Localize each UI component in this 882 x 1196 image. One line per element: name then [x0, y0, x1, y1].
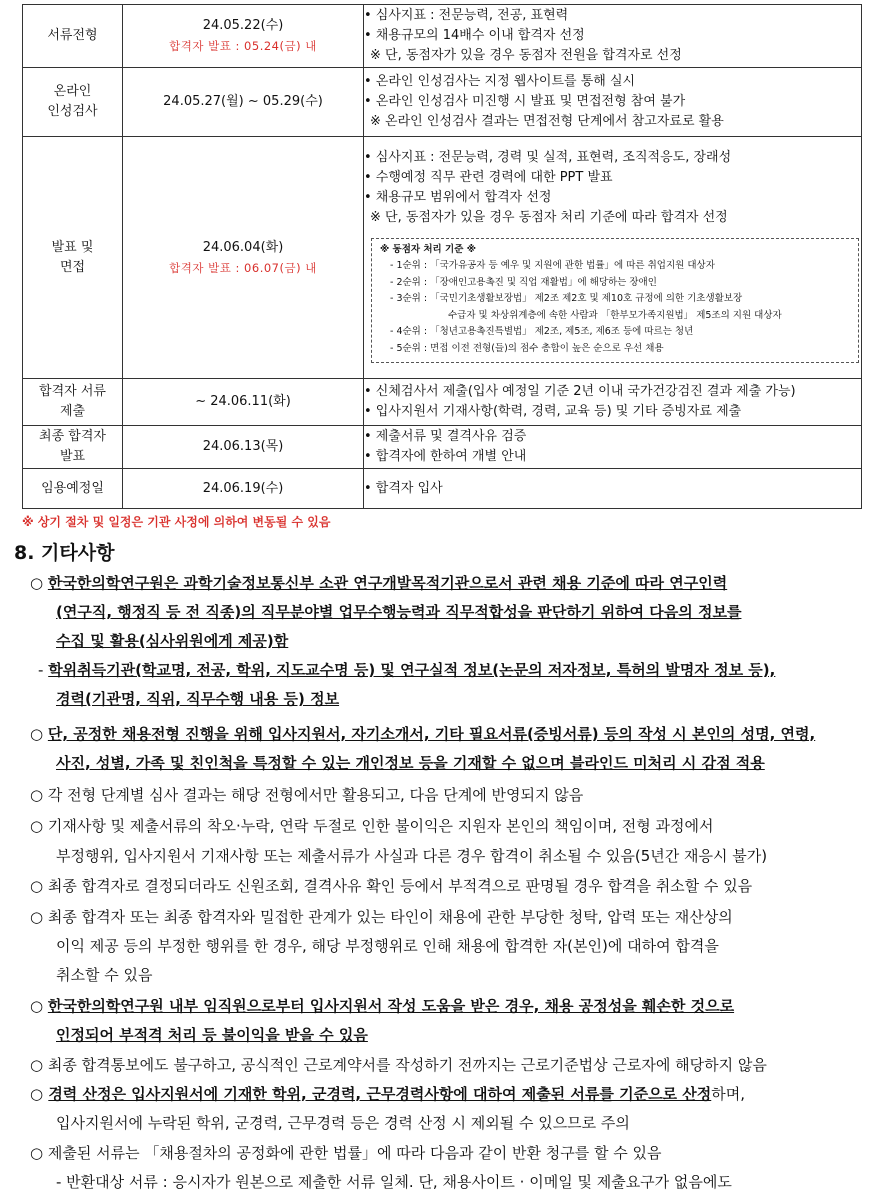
- date-text: 24.05.22(수): [202, 18, 284, 33]
- detail-line: • 합격자에 한하여 개별 안내: [364, 449, 527, 464]
- date-text: ~ 24.06.11(화): [195, 394, 291, 409]
- date-cell: [123, 68, 364, 137]
- stage-line: 제출: [59, 404, 86, 419]
- tie-criteria-item: - 5순위 : 면접 이전 전형(들)의 점수 총합이 높은 순으로 우선 채용: [390, 342, 664, 354]
- detail-cell: [364, 5, 862, 68]
- tie-criteria-box: [371, 238, 859, 364]
- stage-line: 발표 및: [51, 239, 94, 255]
- paragraph-line: 입사지원서에 누락된 학위, 군경력, 근무경력 등은 경력 산정 시 제외될 수 있으므로 주의: [56, 1114, 630, 1132]
- schedule-footnote: ※ 상기 절차 및 일정은 기관 사정에 의하여 변동될 수 있음: [22, 515, 331, 529]
- date-cell: [123, 137, 364, 379]
- stage-cell: [23, 137, 123, 379]
- paragraph-line: 경력(기관명, 직위, 직무수행 내용 등) 정보: [56, 690, 340, 708]
- detail-line: • 수행예정 직무 관련 경력에 대한 PPT 발표: [364, 169, 613, 185]
- stage-line: 온라인: [53, 84, 92, 99]
- tie-criteria-item: - 3순위 : 「국민기초생활보장법」 제2조 제2호 및 제10호 규정에 의한 기초생활보장: [390, 293, 743, 305]
- tie-criteria-title: ※ 동점자 처리 기준 ※: [380, 243, 476, 255]
- paragraph-line: - 반환대상 서류 : 응시자가 원본으로 제출한 서류 일체. 단, 채용사이트 · 이메일 및 제출요구가 없음에도: [56, 1173, 732, 1191]
- detail-line: • 입사지원서 기재사항(학력, 경력, 교육 등) 및 기타 증빙자료 제출: [364, 404, 742, 419]
- paragraph-line: ○ 기재사항 및 제출서류의 착오·누락, 연락 두절로 인한 불이익은 지원자 본인의 책임이며, 전형 과정에서: [30, 817, 714, 835]
- circle-bullet: ○: [30, 1085, 49, 1103]
- emphasis-text: 한국한의학연구원은 과학기술정보통신부 소관 연구개발목적기관으로서 관련 채용 기준에 따라 연구인력: [47, 574, 728, 592]
- detail-cell: [364, 137, 862, 379]
- paragraph-line: 사진, 성별, 가족 및 친인척을 특정할 수 있는 개인정보 등을 기재할 수 없으며 블라인드 미처리 시 감점 적용: [56, 754, 765, 772]
- detail-cell: [364, 469, 862, 509]
- paragraph-line: (연구직, 행정직 등 전 직종)의 직무분야별 업무수행능력과 직무적합성을 판단하기 위하여 다음의 정보를: [56, 603, 742, 621]
- table-row: [23, 426, 862, 469]
- detail-line: • 심사지표 : 전문능력, 경력 및 실적, 표현력, 조직적응도, 장래성: [364, 149, 732, 165]
- stage-cell: 서류전형: [23, 5, 123, 68]
- circle-bullet: ○: [30, 725, 48, 743]
- date-text: 24.06.19(수): [202, 480, 284, 496]
- paragraph-line: 이익 제공 등의 부정한 행위를 한 경우, 해당 부정행위로 인해 채용에 합격한 자(본인)에 대하여 합격을: [56, 937, 719, 955]
- table-row: [23, 137, 862, 379]
- tie-criteria-item: 수급자 및 차상위계층에 속한 사람과 「한부모가족지원법」 제5조의 지원 대상자: [448, 309, 782, 321]
- detail-line: • 채용규모의 14배수 이내 합격자 선정: [364, 28, 585, 43]
- paragraph-line: 취소할 수 있음: [56, 966, 153, 984]
- dash-bullet: -: [38, 661, 49, 679]
- paragraph-line: [30, 1083, 745, 1104]
- stage-line: 최종 합격자: [39, 429, 106, 444]
- stage-line: 합격자 서류: [39, 384, 106, 399]
- tie-criteria-item: - 2순위 : 「장애인고용촉진 및 직업 재활법」에 해당하는 장애인: [390, 276, 657, 288]
- tie-criteria-item: - 1순위 : 「국가유공자 등 예우 및 지원에 관한 법률」에 따른 취업지원 대상자: [390, 260, 715, 272]
- detail-cell: [364, 379, 862, 426]
- detail-line: ※ 단, 동점자가 있을 경우 동점자 처리 기준에 따라 합격자 선정: [370, 209, 728, 225]
- table-row: [23, 379, 862, 426]
- paragraph-line: [30, 995, 734, 1016]
- detail-line: • 심사지표 : 전문능력, 전공, 표현력: [364, 8, 569, 23]
- paragraph-line: [30, 723, 815, 744]
- date-cell: [123, 469, 364, 509]
- circle-bullet: ○: [30, 997, 48, 1015]
- paragraph-line: ○ 제출된 서류는 「채용절차의 공정화에 관한 법률」에 따라 다음과 같이 반환 청구를 할 수 있음: [30, 1144, 662, 1162]
- detail-line: • 제출서류 및 결격사유 검증: [364, 429, 527, 444]
- paragraph-line: [30, 572, 727, 593]
- date-text: 24.06.04(화): [202, 239, 284, 255]
- table-row: [23, 5, 862, 68]
- date-text: 24.06.13(목): [202, 439, 284, 454]
- paragraph-line: 인정되어 부적격 처리 등 불이익을 받을 수 있음: [56, 1026, 368, 1044]
- tie-criteria-item: - 4순위 : 「청년고용촉진특별법」 제2조, 제5조, 제6조 등에 따르는 청년: [390, 326, 694, 338]
- date-text: 24.05.27(월) ~ 05.29(수): [163, 94, 323, 109]
- date-note: 합격자 발표 : 06.07(금) 내: [169, 260, 317, 275]
- stage-line: 발표: [59, 449, 86, 464]
- emphasis-text: 한국한의학연구원 내부 임직원으로부터 입사지원서 작성 도움을 받은 경우, 채용 공정성을 훼손한 것으로: [47, 997, 735, 1015]
- paragraph-line: 수집 및 활용(심사위원에게 제공)함: [56, 632, 289, 650]
- emphasis-text: 경력 산정은 입사지원서에 기재한 학위, 군경력, 근무경력사항에 대하여 제출된 서류를 기준으로 산정: [48, 1085, 712, 1103]
- plain-text: 하며,: [711, 1085, 745, 1103]
- stage-cell: [23, 68, 123, 137]
- date-cell: [123, 379, 364, 426]
- detail-line: • 채용규모 범위에서 합격자 선정: [364, 189, 552, 205]
- detail-line: • 신체검사서 제출(입사 예정일 기준 2년 이내 국가건강검진 결과 제출 가능): [364, 384, 796, 399]
- schedule-table: [22, 4, 862, 509]
- paragraph-line: 부정행위, 입사지원서 기재사항 또는 제출서류가 사실과 다른 경우 합격이 취소될 수 있음(5년간 재응시 불가): [56, 847, 768, 865]
- detail-cell: [364, 68, 862, 137]
- detail-line: ※ 단, 동점자가 있을 경우 동점자 전원을 합격자로 선정: [370, 48, 682, 63]
- paragraph-line: ○ 최종 합격자로 결정되더라도 신원조회, 결격사유 확인 등에서 부적격으로 판명될 경우 합격을 취소할 수 있음: [30, 877, 753, 895]
- paragraph-line: ○ 각 전형 단계별 심사 결과는 해당 전형에서만 활용되고, 다음 단계에 반영되지 않음: [30, 786, 584, 804]
- stage-cell: [23, 379, 123, 426]
- detail-line: ※ 온라인 인성검사 결과는 면접전형 단계에서 참고자료로 활용: [370, 114, 724, 129]
- date-cell: [123, 5, 364, 68]
- detail-line: • 온라인 인성검사는 지정 웹사이트를 통해 실시: [364, 74, 636, 89]
- paragraph-line: [38, 659, 775, 680]
- stage-cell: 임용예정일: [23, 469, 123, 509]
- stage-line: 인성검사: [47, 104, 98, 119]
- detail-cell: [364, 426, 862, 469]
- detail-line: • 합격자 입사: [364, 480, 443, 496]
- date-cell: [123, 426, 364, 469]
- circle-bullet: ○: [30, 574, 48, 592]
- emphasis-text: 학위취득기관(학교명, 전공, 학위, 지도교수명 등) 및 연구실적 정보(논문의 저자정보, 특허의 발명자 정보 등),: [48, 661, 776, 679]
- section-title: 8. 기타사항: [14, 542, 115, 564]
- table-row: [23, 68, 862, 137]
- table-row: [23, 469, 862, 509]
- stage-cell: [23, 426, 123, 469]
- paragraph-line: ○ 최종 합격자 또는 최종 합격자와 밀접한 관계가 있는 타인이 채용에 관한 부당한 청탁, 압력 또는 재산상의: [30, 908, 733, 926]
- stage-line: 면접: [59, 259, 86, 275]
- detail-line: • 온라인 인성검사 미진행 시 발표 및 면접전형 참여 불가: [364, 94, 686, 109]
- paragraph-line: ○ 최종 합격통보에도 불구하고, 공식적인 근로계약서를 작성하기 전까지는 근로기준법상 근로자에 해당하지 않음: [30, 1056, 767, 1074]
- emphasis-text: 단, 공정한 채용전형 진행을 위해 입사지원서, 자기소개서, 기타 필요서류(증빙서류) 등의 작성 시 본인의 성명, 연령,: [47, 725, 816, 743]
- date-note: 합격자 발표 : 05.24(금) 내: [169, 39, 317, 53]
